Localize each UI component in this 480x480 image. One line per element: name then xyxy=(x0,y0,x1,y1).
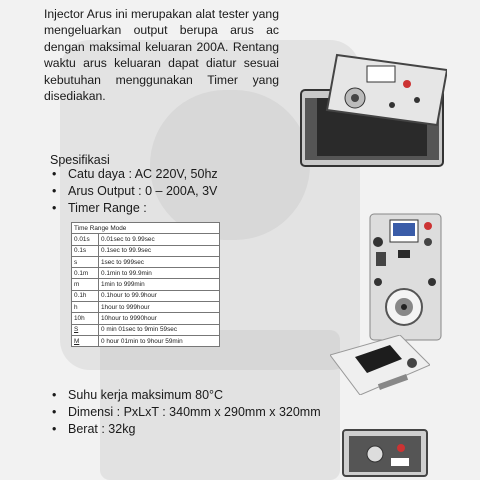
digital-timer-image xyxy=(330,335,430,395)
mode-cell: m xyxy=(72,279,99,290)
mode-cell: 0.01s xyxy=(72,234,99,245)
range-cell: 10hour to 9990hour xyxy=(99,313,220,324)
table-row xyxy=(72,335,220,346)
spec-list-top xyxy=(48,166,218,217)
table-row xyxy=(72,245,220,256)
mode-cell: s xyxy=(72,256,99,267)
control-panel-image xyxy=(368,212,443,342)
spec-output: • Arus Output : 0 – 200A, 3V xyxy=(48,183,218,200)
range-cell: 0 hour 01min to 9hour 59min xyxy=(99,335,220,346)
spec-weight: • Berat : 32kg xyxy=(48,421,321,438)
mode-cell: 0.1m xyxy=(72,268,99,279)
mode-cell: h xyxy=(72,302,99,313)
spec-power: • Catu daya : AC 220V, 50hz xyxy=(48,166,218,183)
range-cell: 1min to 999min xyxy=(99,279,220,290)
range-cell: 0.1sec to 99.9sec xyxy=(99,245,220,256)
range-cell: 0.1hour to 99.9hour xyxy=(99,290,220,301)
mode-cell: 0.1s xyxy=(72,245,99,256)
table-header-row xyxy=(72,223,220,234)
mode-cell: 0.1h xyxy=(72,290,99,301)
table-row xyxy=(72,256,220,267)
range-cell: 1hour to 999hour xyxy=(99,302,220,313)
range-cell: 0.01sec to 9.99sec xyxy=(99,234,220,245)
table-row xyxy=(72,313,220,324)
table-row xyxy=(72,268,220,279)
timer-range-table xyxy=(71,222,220,347)
mode-cell: 10h xyxy=(72,313,99,324)
spec-temperature: • Suhu kerja maksimum 80°C xyxy=(48,387,321,404)
spec-dimensions: • Dimensi : PxLxT : 340mm x 290mm x 320mm xyxy=(48,404,321,421)
table-row xyxy=(72,324,220,335)
mode-cell: M xyxy=(72,335,99,346)
current-injector-device-image xyxy=(297,50,447,170)
spec-title: Spesifikasi xyxy=(50,153,110,167)
table-header: Time Range Mode xyxy=(72,223,220,234)
table-row xyxy=(72,279,220,290)
range-cell: 0.1min to 99.9min xyxy=(99,268,220,279)
table-row xyxy=(72,290,220,301)
table-row xyxy=(72,302,220,313)
mode-cell: S xyxy=(72,324,99,335)
range-cell: 1sec to 999sec xyxy=(99,256,220,267)
device-case-image xyxy=(335,420,435,480)
spec-list-bottom xyxy=(48,387,321,438)
range-cell: 0 min 01sec to 9min 59sec xyxy=(99,324,220,335)
spec-timer-range: • Timer Range : xyxy=(48,200,218,217)
table-row xyxy=(72,234,220,245)
intro-paragraph: Injector Arus ini merupakan alat tester yang mengeluarkan output berupa arus ac dengan maksimal keluaran 200A. Rentang waktu arus keluaran dapat diatur sesuai kebutuhan menggunakan Timer yang disediakan. xyxy=(44,7,279,104)
